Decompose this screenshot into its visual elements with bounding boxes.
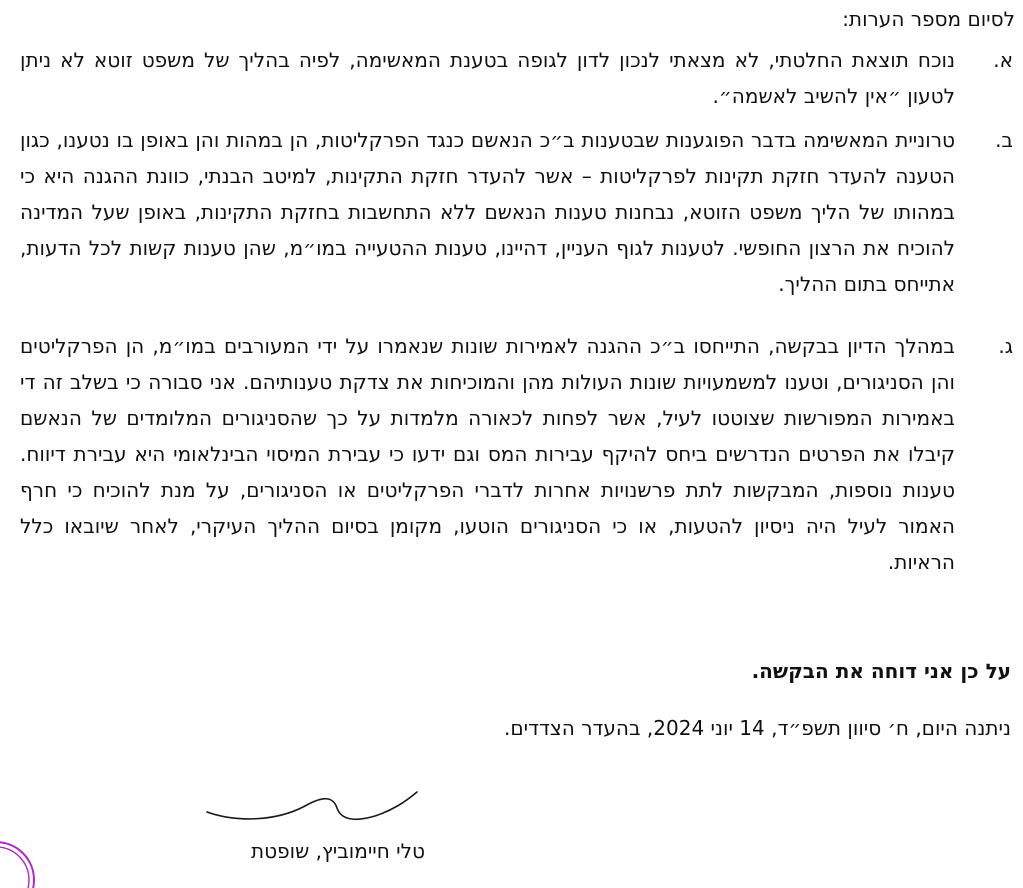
note-letter-c: ג.	[998, 334, 1013, 358]
note-letter-a: א.	[993, 48, 1013, 72]
note-item-b	[20, 122, 1013, 302]
note-text-c: במהלך הדיון בבקשה, התייחסו ב״כ ההגנה לאמירות שונות שנאמרו על ידי המעורבים במו״מ, הן הפרקליטים והן הסניגורים, וטענו למשמעויות שונות העולות מהן והמוכיחות את צדקת טענותיהם. אני סבורה כי בשלב זה די באמירות המפורשות שצוטטו לעיל, אשר לפחות לכאורה מלמדות על כך שהסניגורים המלומדים של הנאשם קיבלו את הפרטים הנדרשים ביחס להיקף עבירות המס וגם ידעו כי עבירת המיסוי הבינלאומי היא עבירת דיווח. טענות נוספות, המבקשות לתת פרשנויות אחרות לדברי הפרקליטים או הסניגורים, על מנת להוכיח כי חרף האמור לעיל היה ניסיון להטעות, או כי הסניגורים הוטעו, מקומן בסיום ההליך העיקרי, לאחר שיובאו כלל הראיות.	[20, 334, 955, 574]
decision-statement: על כן אני דוחה את הבקשה.	[751, 659, 1011, 683]
note-item-c	[20, 328, 1013, 580]
note-text-a: נוכח תוצאת החלטתי, לא מצאתי לנכון לדון לגופה בטענת המאשימה, לפיה בהליך של משפט זוטא לא ניתן לטעון ״אין להשיב לאשמה״.	[20, 48, 955, 108]
handwritten-signature	[205, 788, 420, 836]
notes-intro: לסיום מספר הערות:	[842, 7, 1015, 31]
note-item-a	[20, 42, 1013, 114]
note-letter-b: ב.	[995, 128, 1013, 152]
stamp-mark-fragment	[0, 828, 46, 888]
note-text-b: טרוניית המאשימה בדבר הפוגענות שבטענות ב״כ הנאשם כנגד הפרקליטות, הן במהות והן באופן בו נטענו, כגון הטענה להעדר חזקת תקינות לפרקליטות – אשר להעדר חזקת התקינות, למיטב הבנתי, כוונת ההגנה היא כי במהותו של הליך משפט הזוטא, נבחנות טענות הנאשם ללא התחשבות בחזקת התקינות, באופן שעל המדינה להוכיח את הרצון החופשי. לטענות לגוף העניין, דהיינו, טענות ההטעייה במו״מ, שהן טענות קשות לכל הדעות, אתייחס בתום ההליך.	[20, 128, 955, 296]
given-date-line: ניתנה היום, ח׳ סיוון תשפ״ד, 14 יוני 2024, בהעדר הצדדים.	[503, 716, 1011, 740]
judge-signature-line: טלי חיימוביץ, שופטת	[251, 839, 425, 863]
